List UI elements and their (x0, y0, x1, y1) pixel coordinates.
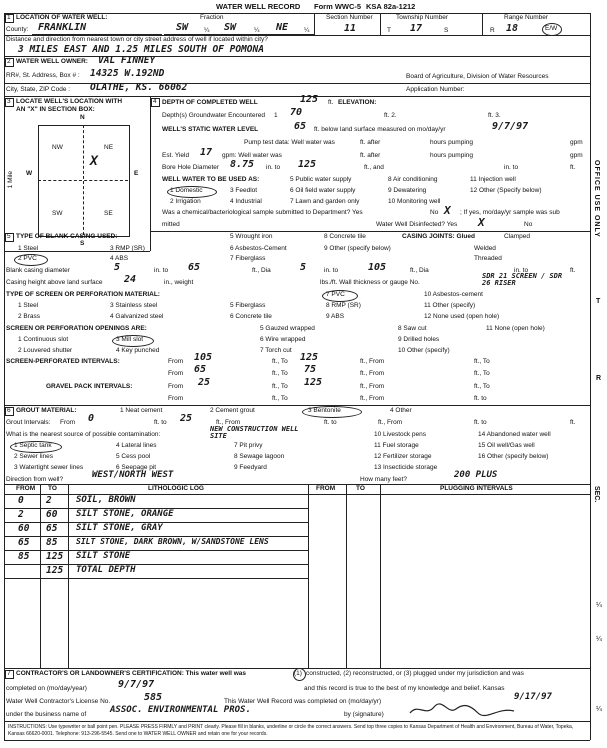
s7-label: CONTRACTOR'S OR LANDOWNER'S CERTIFICATION: This water well was (16, 670, 247, 677)
gravel-ft-to-2: ft. to (474, 395, 487, 402)
ft: ft. (328, 99, 334, 106)
casing-6[interactable]: 6 Asbestos-Cement (230, 245, 287, 252)
screen-11[interactable]: 11 Other (specify) (424, 302, 476, 309)
perf-from-2: From (168, 370, 184, 377)
gravel-ft-from-2: ft., From (360, 395, 385, 402)
perf-2-from[interactable]: 65 (194, 364, 207, 375)
completed-value[interactable]: 9/7/97 (118, 679, 155, 690)
grout-intervals-label: Grout Intervals: (6, 419, 51, 426)
static-label: WELL'S STATIC WATER LEVEL (162, 126, 259, 133)
contam-11[interactable]: 11 Fuel storage (374, 442, 419, 449)
use-1[interactable]: 1 Domestic (170, 187, 203, 194)
pump-gpm: gpm (570, 139, 583, 146)
perf-from: From (168, 358, 184, 365)
yield-after: ft. after (360, 152, 381, 159)
perf-to: ft., To (272, 358, 288, 365)
casing-3[interactable]: 3 RMP (SR) (110, 245, 145, 252)
log-row-from[interactable]: 0 (18, 495, 24, 506)
bore-label: Bore Hole Diameter (162, 164, 220, 171)
joints-welded[interactable]: Welded (474, 245, 496, 252)
contam-label: What is the nearest source of possible contamination: (6, 431, 161, 438)
gravel-ft-to: ft., To (474, 383, 490, 390)
contam-6[interactable]: 6 Seepage pit (116, 464, 157, 471)
quad-nw: NW (52, 144, 63, 151)
ft: ft. (570, 267, 576, 274)
screen-5[interactable]: 5 Fiberglass (230, 302, 266, 309)
contam-1[interactable]: 1 Septic tank (14, 442, 52, 449)
log-row-description[interactable]: SILT STONE (76, 551, 131, 561)
use-label: WELL WATER TO BE USED AS: (162, 176, 260, 183)
grout-3[interactable]: 3 Bentonite (308, 407, 341, 414)
howmany-value[interactable]: 200 PLUS (454, 470, 498, 480)
plug-header: PLUGGING INTERVALS (440, 485, 513, 492)
joints-clamped[interactable]: Clamped (504, 233, 531, 240)
cert-circled: (1) (294, 670, 302, 677)
license-label: Water Well Contractor's License No. (6, 698, 111, 705)
contam-2[interactable]: 2 Sewer lines (14, 453, 54, 460)
contam-note[interactable]: NEW CONSTRUCTION WELL SITE (210, 425, 299, 440)
opening-7[interactable]: 7 Torch cut (260, 347, 292, 354)
gw-label: Depth(s) Groundwater Encountered (162, 112, 265, 119)
lbs-label: lbs./ft. Wall thickness or gauge No. (320, 279, 420, 286)
bore-value[interactable]: 8.75 (230, 159, 255, 170)
owner-value[interactable]: VAL FINNEY (98, 55, 156, 66)
joints-threaded[interactable]: Threaded (474, 255, 502, 262)
s6-label: GROUT MATERIAL: (16, 407, 77, 414)
section-value[interactable]: 11 (344, 23, 357, 34)
log-row-to[interactable]: 65 (46, 523, 58, 534)
opening-3[interactable]: 3 Mill slot (116, 336, 144, 343)
side-t: T (596, 298, 601, 305)
bore-in-to: in. to (504, 164, 519, 171)
depth-value[interactable]: 125 (300, 94, 319, 105)
opening-4[interactable]: 4 Key punched (116, 347, 160, 354)
dia-label: ft., Dia (252, 267, 271, 274)
s1-label: LOCATION OF WATER WELL: (16, 14, 108, 21)
diam-in-to: in. to (154, 267, 169, 274)
gravel-to-2: ft., To (272, 395, 288, 402)
screen-10[interactable]: 10 Asbestos-cement (424, 291, 483, 298)
address-value[interactable]: 14325 W.192ND (90, 68, 165, 79)
instructions: INSTRUCTIONS: Use typewriter or ball point pen. PLEASE PRESS FIRMLY and PRINT clearly. Please fill in blanks, underline or circle the correct answers. Send top three copies to Kansas Department of Health and Environment, Bureau of Water, Topeka, Kansas 66620-0001. Telephone: 913-296-5545. Send one to WATER WELL OWNER and retain one for your records. (8, 724, 574, 737)
log-row-from[interactable]: 60 (18, 523, 30, 534)
side-sec: SEC. (593, 486, 600, 503)
contam-3[interactable]: 3 Watertight sewer lines (14, 464, 84, 471)
perf-to-2: ft., To (272, 370, 288, 377)
screen-label: TYPE OF SCREEN OR PERFORATION MATERIAL: (6, 291, 160, 298)
use-8[interactable]: 8 Air conditioning (388, 176, 438, 183)
yield-unit: gpm: Well water was (222, 152, 282, 159)
static-date[interactable]: 9/7/97 (492, 121, 529, 132)
casing-5[interactable]: 5 Wrought iron (230, 233, 273, 240)
opening-8[interactable]: 8 Saw cut (398, 325, 427, 332)
screen-12[interactable]: 12 None used (open hole) (424, 313, 500, 320)
opening-5[interactable]: 5 Gauzed wrapped (260, 325, 315, 332)
sample-tail: ; If yes, mo/day/yr sample was sub (460, 209, 560, 216)
diam-to[interactable]: 65 (188, 262, 201, 273)
elevation-label: ELEVATION: (338, 99, 377, 106)
quad-sw: SW (52, 210, 63, 217)
log-row-to[interactable]: 2 (46, 495, 52, 506)
pump-after: ft. after (360, 139, 381, 146)
log-row-description[interactable]: SOIL, BROWN (76, 495, 136, 505)
grout-from-value[interactable]: 0 (88, 413, 95, 424)
sample-x: X (444, 204, 451, 217)
log-row-description[interactable]: TOTAL DEPTH (76, 565, 136, 575)
depth-label: DEPTH OF COMPLETED WELL (162, 99, 258, 106)
city-value[interactable]: OLATHE, KS. 66062 (90, 82, 188, 93)
pump-label: Pump test data: Well water was (244, 139, 335, 146)
frame-left (4, 13, 5, 740)
screen-2[interactable]: 2 Brass (18, 313, 41, 320)
s3-label: LOCATE WELL'S LOCATION WITH (16, 98, 123, 105)
side-r: R (596, 375, 602, 382)
gravel-to: ft., To (272, 383, 288, 390)
use-5[interactable]: 5 Public water supply (290, 176, 352, 183)
casing-4[interactable]: 4 ABS (110, 255, 129, 262)
yield-value[interactable]: 17 (200, 147, 213, 158)
quad-ne: NE (104, 144, 114, 151)
contam-13[interactable]: 13 Insecticide storage (374, 464, 438, 471)
grout-ft-from: ft., From (216, 419, 241, 426)
board-label: Board of Agriculture, Division of Water Resources (406, 73, 549, 80)
joints-label: CASING JOINTS: Glued (402, 233, 475, 240)
gravel-1-from[interactable]: 25 (198, 377, 211, 388)
height-tail: in., weight (164, 279, 194, 286)
dia2-value[interactable]: 5 (300, 262, 307, 273)
casing-8[interactable]: 8 Concrete tile (324, 233, 366, 240)
yield-hours: hours pumping (430, 152, 473, 159)
township-s: S (444, 27, 449, 34)
gravel-ft-from: ft., From (360, 383, 385, 390)
gw-value[interactable]: 70 (290, 107, 303, 118)
use-4[interactable]: 4 Industrial (230, 198, 262, 205)
perf-ft-from-2: ft., From (360, 370, 385, 377)
log-to-header: TO (48, 485, 57, 492)
range-ew: E/W (545, 25, 558, 32)
log-row-description[interactable]: SILT STONE, GRAY (76, 523, 163, 533)
s2-label: WATER WELL OWNER: (16, 58, 88, 65)
opening-11[interactable]: 11 None (open hole) (486, 325, 545, 332)
log-row-from[interactable]: 2 (18, 509, 24, 520)
ft: ft. (570, 164, 576, 171)
grout-to-value[interactable]: 25 (180, 413, 193, 424)
log-row-to[interactable]: 125 (46, 565, 64, 576)
s3-label-2: AN "X" IN SECTION BOX: (16, 106, 95, 113)
township-value[interactable]: 17 (410, 23, 423, 34)
fraction-2[interactable]: SW (224, 22, 237, 33)
contam-14[interactable]: 14 Abandoned water well (478, 431, 551, 438)
use-9[interactable]: 9 Dewatering (388, 187, 427, 194)
log-row-description[interactable]: SILT STONE, ORANGE (76, 509, 174, 519)
dia2-in-to: in. to (324, 267, 339, 274)
screen-6[interactable]: 6 Concrete tile (230, 313, 272, 320)
cert-tail: constructed, (2) reconstructed, or (3) plugged under my jurisdiction and was (306, 670, 524, 677)
distance-label: Distance and direction from nearest town or city street address of well if located within city? (6, 36, 268, 43)
use-10[interactable]: 10 Monitoring well (388, 198, 441, 205)
frame-right (590, 13, 591, 740)
yield-label: Est. Yield (162, 152, 190, 159)
contam-10[interactable]: 10 Livestock pens (374, 431, 427, 438)
bore-in: in. to (266, 164, 281, 171)
address-label: RR#, St. Address, Box # : (6, 72, 80, 79)
form-title: WATER WELL RECORD (216, 2, 301, 11)
range-value[interactable]: 18 (506, 23, 519, 34)
perf-ft-to-2: ft., To (474, 370, 490, 377)
casing-2[interactable]: 2 PVC (18, 255, 37, 262)
opening-2[interactable]: 2 Louvered shutter (18, 347, 73, 354)
contam-4[interactable]: 4 Lateral lines (116, 442, 157, 449)
sample-no[interactable]: No (430, 209, 439, 216)
gw-1: 1 (274, 112, 278, 119)
grout-ft-from-2: ft., From (378, 419, 403, 426)
pump-hours: hours pumping (430, 139, 473, 146)
gravel-label: GRAVEL PACK INTERVALS: (46, 383, 133, 390)
form-number: Form WWC-5 (314, 2, 362, 11)
contam-9[interactable]: 9 Feedyard (234, 464, 267, 471)
use-6[interactable]: 6 Oil field water supply (290, 187, 356, 194)
use-2[interactable]: 2 Irrigation (170, 198, 201, 205)
use-7[interactable]: 7 Lawn and garden only (290, 198, 360, 205)
license-value[interactable]: 585 (144, 692, 163, 703)
completed-label: completed on (mo/day/year) (6, 685, 87, 692)
grout-4[interactable]: 4 Other (390, 407, 412, 414)
grout-from: From (60, 419, 76, 426)
grout-1[interactable]: 1 Neat cement (120, 407, 163, 414)
screen-8[interactable]: 8 RMP (SR) (326, 302, 361, 309)
opening-6[interactable]: 6 Wire wrapped (260, 336, 306, 343)
contam-5[interactable]: 5 Cess pool (116, 453, 151, 460)
log-row-from[interactable]: 85 (18, 551, 30, 562)
plug-to-header: TO (356, 485, 365, 492)
s5-label: TYPE OF BLANK CASING USED: (16, 233, 118, 240)
gravel-from: From (168, 383, 184, 390)
contam-7[interactable]: 7 Pit privy (234, 442, 263, 449)
ksa-ref: KSA 82a-1212 (366, 2, 416, 11)
gauge-value[interactable]: SDR 21 SCREEN / SDR 26 RISER (482, 272, 563, 287)
quad-se: SE (104, 210, 113, 217)
township-t: T (387, 27, 391, 34)
ft: ft. (570, 419, 576, 426)
screen-3[interactable]: 3 Stainless steel (110, 302, 158, 309)
bore-to[interactable]: 125 (298, 159, 317, 170)
record-date[interactable]: 9/17/97 (514, 692, 552, 702)
gw-ft3: ft. 3. (488, 112, 501, 119)
water-well-record-form: WATER WELL RECORD Form WWC-5 KSA 82a-1212 1 LOCATION OF WATER WELL: County: FRANKLIN Fraction SW ¼ SW ¼ NE ¼ Section Number 11 Township Number T 17 S Range Number R 18 E/W Distance and direction from nearest town or city street address of well if located within city? 3 MILES EAST AND 1.25 MILES SOUTH OF POMONA 2 WATER WELL OWNER: VAL FINNEY RR#, St. Address, Box # : 14325 W.192ND Board of Agriculture, Division of Water Resources City, State, ZIP Code : OLATHE, KS. 66062 Application Number: 3 LOCATE WELL'S LOCATION WITH AN "X" IN SECTION BOX: N S W E NW NE SW SE X 1 Mile 4 DEPTH OF COMPLETED WELL 125 ft. ELEVATION: Depth(s) Groundwater Encountered 1 70 ft. 2. ft. 3. WELL'S STATIC WATER LEVEL 65 ft. below land surface measured on mo/day/yr 9/7/97 Pump test data: Well water was ft. after hours pumping gpm Est. Yield 17 gpm: Well water was ft. after hours pumping gpm Bore Hole Diameter 8.75 in. to 125 ft., and in. to ft. WELL WATER TO BE USED AS: 5 Public water supply 8 Air conditioning 11 Injection well 1 Domestic 3 Feedlot 6 Oil field water supply 9 Dewatering 12 Other (Specify below) 2 Irrigation 4 Industrial 7 Lawn and garden only 10 Monitoring well Was a chemical/bacteriological sample submitted to Department? Yes No X ; If yes, mo/day/yr sample was sub mitted Water Well Disinfected? Yes X No 5 TYPE OF BLANK CASING USED: 5 Wrought iron 8 Concrete tile CASING JOINTS: Glued Clamped 1 Steel 3 RMP (SR) 6 Asbestos-Cement 9 Other (specify below) Welded 2 PVC 4 ABS 7 Fiberglass Threaded Blank casing diameter 5 in. to 65 ft., Dia 5 in. to 105 ft., Dia in. to ft. Casing height above land surface 24 in., weight lbs./ft. Wall thickness or gauge No. SDR 21 SCREEN / SDR 26 RISER TYPE OF SCREEN OR PERFORATION MATERIAL: 7 PVC 10 Asbestos-cement 1 Steel 3 Stainless steel 5 Fiberglass 8 RMP (SR) 11 Other (specify) 2 Brass 4 Galvanized steel 6 Concrete tile 9 ABS 12 None used (open hole) SCREEN OR PERFORATION OPENINGS ARE: 5 Gauzed wrapped 8 Saw cut 11 None (open hole) 1 Continuous slot 3 Mill slot 6 Wire wrapped 9 Drilled holes 2 Louvered shutter 4 Key punched 7 Torch cut 10 Other (specify) SCREEN-PERFORATED INTERVALS: From 105 ft., To 125 ft., From ft., To From 65 ft., To 75 ft., From ft., To GRAVEL PACK INTERVALS: From 25 ft., To 125 ft., From ft., To From ft., To ft., From ft. to 6 GROUT MATERIAL: 1 Neat cement 2 Cement grout 3 Bentonite 4 Other Grout Intervals: From 0 ft. to 25 ft., From ft. to ft., From ft. to ft. What is the nearest source of possible contamination: NEW CONSTRUCTION WELL SITE 10 Livestock pens 14 Abandoned water well 1 Septic tank 4 Lateral lines 7 Pit privy 11 Fuel storage 15 Oil well/Gas well 2 Sewer lines 5 Cess pool 8 Sewage lagoon 12 Fertilizer storage 16 Other (specify below) 3 Watertight sewer lines 6 Seepage pit 9 Feedyard 13 Insecticide storage Direction from well? WEST/NORTH WEST How many feet? 200 PLUS FROM TO LITHOLOGIC LOG FROM TO PLUGGING INTERVALS 7 CONTRACTOR'S OR LANDOWNER'S CERTIFICATION: This water well was (1) constructed, (2) reconstructed, or (3) plugged under my jurisdiction and was completed on (mo/day/year) 9/7/97 and this record is true to the best of my knowledge and belief. Kansas Water Well Contractor's License No. 585 This Water Well Record was completed on (mo/day/yr) 9/17/97 under the business name of ASSOC. ENVIRONMENTAL PROS. by (signature) INSTRUCTIONS: Use typewriter or ball point pen. PLEASE PRESS FIRMLY and PRINT clearly. Please fill in blanks, underline or circle the correct answers. Send top three copies to Kansas Department of Health and Environment, Bureau of Water, Topeka, Kansas 66620-0001. Telephone: 913-296-5545. Send one to WATER WELL OWNER and retain one for your records. 0 2 SOIL, BROWN 2 60 SILT STONE, ORANGE 60 65 SILT STONE, GRAY 65 85 SILT STONE, DARK BROWN, W/SANDSTONE LENS 85 125 SILT STONE 125 TOTAL DEPTH (4, 3, 590, 743)
casing-9[interactable]: 9 Other (specify below) (324, 245, 391, 252)
sample-label: Was a chemical/bacteriological sample submitted to Department? Yes (162, 209, 363, 216)
use-11[interactable]: 11 Injection well (470, 176, 516, 183)
use-12[interactable]: 12 Other (Specify below) (470, 187, 542, 194)
screen-4[interactable]: 4 Galvanized steel (110, 313, 164, 320)
howmany-label: How many feet? (360, 476, 407, 483)
signature-label: by (signature) (344, 711, 384, 718)
log-row-description[interactable]: SILT STONE, DARK BROWN, W/SANDSTONE LENS (76, 537, 269, 546)
casing-7[interactable]: 7 Fiberglass (230, 255, 266, 262)
office-use-label: OFFICE USE ONLY (593, 160, 600, 238)
disinfected-label: Water Well Disinfected? Yes (376, 221, 458, 228)
use-3[interactable]: 3 Feedlot (230, 187, 258, 194)
openings-label: SCREEN OR PERFORATION OPENINGS ARE: (6, 325, 147, 332)
county-value[interactable]: FRANKLIN (38, 22, 87, 33)
direction-value[interactable]: WEST/NORTH WEST (92, 470, 174, 480)
disinfected-x: X (478, 216, 485, 229)
perf-2-to[interactable]: 75 (304, 364, 317, 375)
dia2-to[interactable]: 105 (368, 262, 387, 273)
direction-label: Direction from well? (6, 476, 64, 483)
location-x: X (90, 154, 98, 169)
sample-mitted: mitted (162, 221, 180, 228)
grout-ft-to: ft. to (324, 419, 337, 426)
contam-16[interactable]: 16 Other (specify below) (478, 453, 549, 460)
contam-12[interactable]: 12 Fertilizer storage (374, 453, 432, 460)
fraction-label: Fraction (200, 14, 224, 21)
fraction-3[interactable]: NE (276, 22, 289, 33)
county-label: County: (6, 26, 29, 33)
city-label: City, State, ZIP Code : (6, 86, 71, 93)
business-label: under the business name of (6, 711, 87, 718)
height-label: Casing height above land surface (6, 279, 103, 286)
mile-label: 1 Mile (7, 171, 14, 189)
static-tail: ft. below land surface measured on mo/day/yr (314, 126, 446, 133)
height-value[interactable]: 24 (124, 274, 137, 285)
true-text: and this record is true to the best of my knowledge and belief. Kansas (304, 685, 505, 692)
record-label: This Water Well Record was completed on (mo/day/yr) (224, 698, 382, 705)
log-row-to[interactable]: 125 (46, 551, 64, 562)
contam-8[interactable]: 8 Sewage lagoon (234, 453, 285, 460)
perf-1-to[interactable]: 125 (300, 352, 319, 363)
side-q3: ¼ (596, 706, 602, 713)
quarter-mark: ¼ (204, 27, 210, 34)
log-row-to[interactable]: 85 (46, 537, 58, 548)
perf-1-from[interactable]: 105 (194, 352, 213, 363)
screen-1[interactable]: 1 Steel (18, 302, 39, 309)
business-value[interactable]: ASSOC. ENVIRONMENTAL PROS. (110, 705, 251, 715)
gw-ft2: ft. 2. (384, 112, 397, 119)
opening-10[interactable]: 10 Other (specify) (398, 347, 450, 354)
compass-w: W (26, 170, 33, 177)
side-q2: ¼ (596, 636, 602, 643)
gravel-1-to[interactable]: 125 (304, 377, 323, 388)
static-value[interactable]: 65 (294, 121, 307, 132)
diam-label: Blank casing diameter (6, 267, 70, 274)
log-row-from[interactable]: 65 (18, 537, 30, 548)
fraction-1[interactable]: SW (176, 22, 189, 33)
grout-to: ft. to (154, 419, 167, 426)
opening-1[interactable]: 1 Continuous slot (18, 336, 69, 343)
screen-7[interactable]: 7 PVC (326, 291, 345, 298)
township-label: Township Number (396, 14, 449, 21)
disinfected-no[interactable]: No (524, 221, 533, 228)
perf-label: SCREEN-PERFORATED INTERVALS: (6, 358, 120, 365)
log-row-to[interactable]: 60 (46, 509, 58, 520)
compass-e: E (134, 170, 139, 177)
quarter-mark: ¼ (254, 27, 260, 34)
section-box[interactable] (38, 125, 130, 237)
application-label: Application Number: (406, 86, 465, 93)
perf-ft-to: ft., To (474, 358, 490, 365)
opening-9[interactable]: 9 Drilled holes (398, 336, 440, 343)
compass-n: N (80, 114, 85, 121)
signature (408, 701, 518, 721)
quarter-mark: ¼ (304, 27, 310, 34)
casing-1[interactable]: 1 Steel (18, 245, 39, 252)
dia3-in-to: in. to (514, 267, 529, 274)
distance-value[interactable]: 3 MILES EAST AND 1.25 MILES SOUTH OF POMONA (18, 44, 264, 55)
plug-from-header: FROM (316, 485, 336, 492)
log-litho-header: LITHOLOGIC LOG (148, 485, 204, 492)
diam-value[interactable]: 5 (114, 262, 121, 273)
section-label: Section Number (326, 14, 373, 21)
side-q1: ¼ (596, 602, 602, 609)
grout-ft-to-2: ft. to (474, 419, 487, 426)
log-from-header: FROM (16, 485, 36, 492)
range-r: R (490, 27, 495, 34)
grout-2[interactable]: 2 Cement grout (210, 407, 255, 414)
perf-ft-from: ft., From (360, 358, 385, 365)
log-row-line (4, 578, 308, 579)
bore-and: ft., and (364, 164, 384, 171)
yield-gpm: gpm (570, 152, 583, 159)
contam-15[interactable]: 15 Oil well/Gas well (478, 442, 535, 449)
screen-9[interactable]: 9 ABS (326, 313, 345, 320)
range-label: Range Number (504, 14, 549, 21)
dia3-label: ft., Dia (410, 267, 429, 274)
gravel-from-2: From (168, 395, 184, 402)
compass-s: S (80, 240, 85, 247)
